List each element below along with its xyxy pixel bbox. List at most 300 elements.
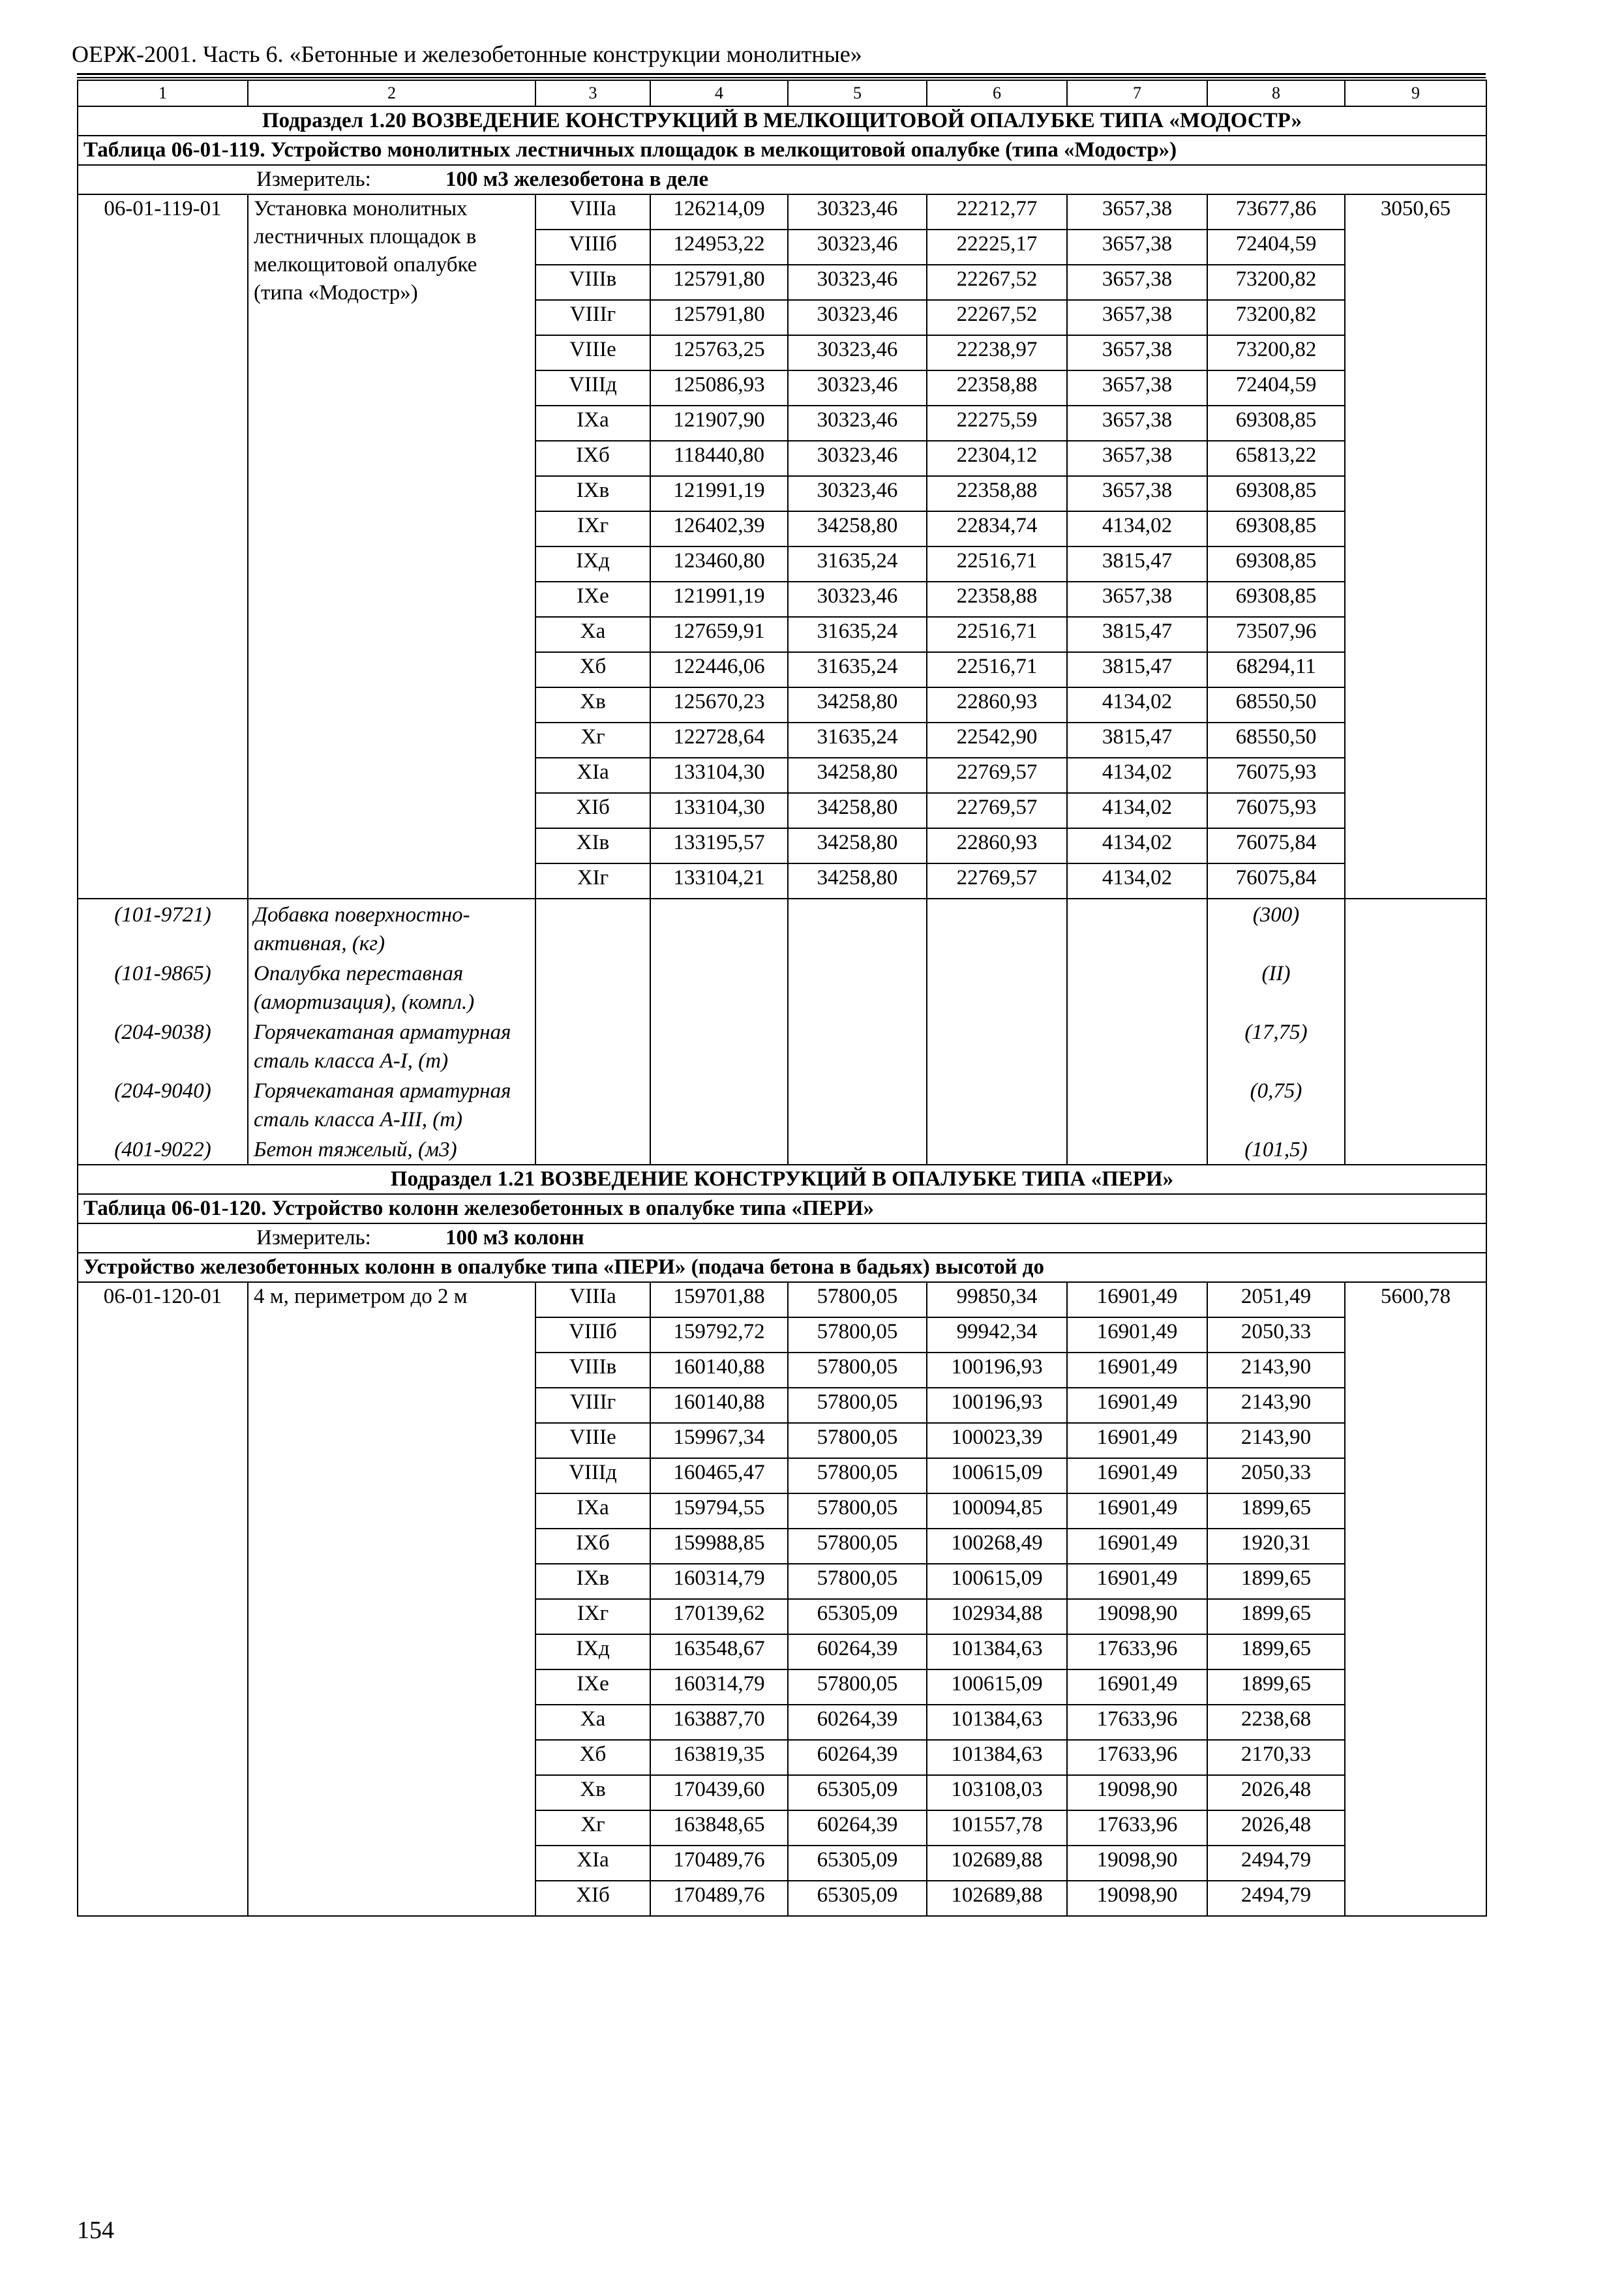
rate-cell: 16901,49 [1067, 1353, 1207, 1388]
rate-cell: 1899,65 [1207, 1564, 1345, 1599]
rate-cell: VIIIе [535, 1423, 650, 1458]
rate-cell: 57800,05 [788, 1317, 927, 1353]
empty-cell [535, 958, 650, 1017]
rate-cell: 3657,38 [1067, 230, 1207, 265]
table-title-row [78, 1194, 1486, 1223]
rate-cell: VIIIд [535, 1458, 650, 1493]
rate-cell: IXб [535, 441, 650, 476]
rate-cell: 100615,09 [927, 1669, 1067, 1705]
rate-cell: VIIIв [535, 265, 650, 300]
rate-cell: 31635,24 [788, 723, 927, 758]
rate-cell: 3657,38 [1067, 194, 1207, 230]
empty-cell [788, 1075, 927, 1134]
empty-cell [927, 1075, 1067, 1134]
rate-cell: 34258,80 [788, 863, 927, 899]
rate-cell: Xг [535, 1810, 650, 1846]
rate-cell: 30323,46 [788, 582, 927, 617]
rate-cell: 3657,38 [1067, 441, 1207, 476]
rate-cell: 4134,02 [1067, 828, 1207, 863]
rate-cell: Xа [535, 617, 650, 652]
rate-cell: 122728,64 [650, 723, 788, 758]
table-body [78, 80, 1486, 1916]
rate-cell: 31635,24 [788, 617, 927, 652]
rate-cell: 22834,74 [927, 511, 1067, 546]
rate-cell: 125670,23 [650, 687, 788, 723]
rate-cell: 22304,12 [927, 441, 1067, 476]
empty-cell [535, 899, 650, 958]
rate-cell: XIб [535, 1881, 650, 1916]
rate-cell: 3657,38 [1067, 370, 1207, 406]
col-number: 2 [248, 80, 535, 106]
col9-value: 5600,78 [1345, 1282, 1486, 1916]
rate-cell: 160314,79 [650, 1564, 788, 1599]
rate-cell: IXа [535, 406, 650, 441]
rate-cell: 2143,90 [1207, 1353, 1345, 1388]
rate-cell: 16901,49 [1067, 1317, 1207, 1353]
rate-cell: 102934,88 [927, 1599, 1067, 1634]
empty-cell [1345, 1134, 1486, 1165]
rate-cell: 22358,88 [927, 582, 1067, 617]
measure-value: 100 м3 колонн [445, 1226, 584, 1249]
rate-cell: 100615,09 [927, 1564, 1067, 1599]
rate-cell: XIа [535, 1846, 650, 1881]
rate-cell: 103108,03 [927, 1775, 1067, 1810]
rate-cell: 57800,05 [788, 1353, 927, 1388]
rate-cell: 76075,93 [1207, 758, 1345, 793]
rate-cell: 2050,33 [1207, 1317, 1345, 1353]
rate-cell: 1920,31 [1207, 1529, 1345, 1564]
rate-cell: 19098,90 [1067, 1775, 1207, 1810]
rate-cell: 19098,90 [1067, 1599, 1207, 1634]
rate-cell: 121991,19 [650, 476, 788, 511]
rate-cell: 72404,59 [1207, 230, 1345, 265]
resource-row [78, 1075, 1486, 1134]
rate-cell: 17633,96 [1067, 1705, 1207, 1740]
rate-cell: 69308,85 [1207, 476, 1345, 511]
rate-cell: 69308,85 [1207, 582, 1345, 617]
rate-cell: 22358,88 [927, 476, 1067, 511]
resource-row [78, 899, 1486, 958]
rate-cell: 160140,88 [650, 1353, 788, 1388]
section-title: Подраздел 1.20 ВОЗВЕДЕНИЕ КОНСТРУКЦИЙ В МЕЛКОЩИТОВОЙ ОПАЛУБКЕ ТИПА «МОДОСТР» [78, 106, 1486, 136]
rate-cell: 124953,22 [650, 230, 788, 265]
resource-value: (101,5) [1207, 1134, 1345, 1165]
rate-cell: 34258,80 [788, 793, 927, 828]
resource-name: Горячекатаная арматурная сталь класса А-I, (т) [248, 1017, 535, 1075]
column-number-row [78, 80, 1486, 106]
rate-cell: 100615,09 [927, 1458, 1067, 1493]
rate-cell: 22267,52 [927, 300, 1067, 335]
rate-cell: 1899,65 [1207, 1634, 1345, 1669]
empty-cell [927, 1017, 1067, 1075]
resource-name: Добавка поверхностно-активная, (кг) [248, 899, 535, 958]
measure-cell [78, 165, 1486, 194]
rate-cell: 4134,02 [1067, 863, 1207, 899]
rates-table [77, 80, 1487, 1917]
rate-cell: 4134,02 [1067, 793, 1207, 828]
rate-code: 06-01-119-01 [78, 194, 248, 899]
measure-cell [78, 1223, 1486, 1253]
rate-cell: 3815,47 [1067, 652, 1207, 687]
running-header: ОЕРЖ-2001. Часть 6. «Бетонные и железобетонные конструкции монолитные» [72, 41, 862, 67]
rate-cell: 34258,80 [788, 758, 927, 793]
rate-cell: 163887,70 [650, 1705, 788, 1740]
sub-caption: Устройство железобетонных колонн в опалубке типа «ПЕРИ» (подача бетона в бадьях) высотой до [78, 1253, 1486, 1282]
section-title: Подраздел 1.21 ВОЗВЕДЕНИЕ КОНСТРУКЦИЙ В ОПАЛУБКЕ ТИПА «ПЕРИ» [78, 1165, 1486, 1194]
rate-cell: 3815,47 [1067, 723, 1207, 758]
rate-cell: 159792,72 [650, 1317, 788, 1353]
rate-cell: 57800,05 [788, 1564, 927, 1599]
rate-cell: 30323,46 [788, 265, 927, 300]
resource-value: (300) [1207, 899, 1345, 958]
rate-cell: 34258,80 [788, 687, 927, 723]
rate-cell: 16901,49 [1067, 1388, 1207, 1423]
empty-cell [650, 958, 788, 1017]
rate-cell: 22225,17 [927, 230, 1067, 265]
rate-description: Установка монолитных лестничных площадок в мелкощитовой опалубке (типа «Модостр») [248, 194, 535, 899]
rate-cell: 160314,79 [650, 1669, 788, 1705]
rate-cell: 1899,65 [1207, 1493, 1345, 1529]
rate-cell: 34258,80 [788, 511, 927, 546]
rate-cell: 1899,65 [1207, 1669, 1345, 1705]
rate-cell: 73200,82 [1207, 265, 1345, 300]
rate-cell: 73677,86 [1207, 194, 1345, 230]
empty-cell [1345, 899, 1486, 958]
rate-cell: 100268,49 [927, 1529, 1067, 1564]
empty-cell [1067, 1134, 1207, 1165]
rate-cell: 16901,49 [1067, 1669, 1207, 1705]
rate-cell: 19098,90 [1067, 1846, 1207, 1881]
rate-cell: 22516,71 [927, 617, 1067, 652]
rate-cell: 99942,34 [927, 1317, 1067, 1353]
rate-cell: 1899,65 [1207, 1599, 1345, 1634]
rate-cell: VIIIб [535, 1317, 650, 1353]
rate-cell: XIв [535, 828, 650, 863]
rate-cell: XIб [535, 793, 650, 828]
empty-cell [1067, 899, 1207, 958]
resource-row [78, 1017, 1486, 1075]
resource-code: (101-9721) [78, 899, 248, 958]
resource-name: Опалубка переставная (амортизация), (компл.) [248, 958, 535, 1017]
rate-cell: 133104,30 [650, 758, 788, 793]
rate-cell: 30323,46 [788, 230, 927, 265]
rate-cell: 163819,35 [650, 1740, 788, 1775]
rate-cell: 30323,46 [788, 335, 927, 370]
rate-cell: 2050,33 [1207, 1458, 1345, 1493]
rate-cell: 159794,55 [650, 1493, 788, 1529]
resource-name: Бетон тяжелый, (м3) [248, 1134, 535, 1165]
rate-cell: 73507,96 [1207, 617, 1345, 652]
rate-cell: 121907,90 [650, 406, 788, 441]
col-number: 9 [1345, 80, 1486, 106]
empty-cell [535, 1017, 650, 1075]
rate-cell: 3657,38 [1067, 265, 1207, 300]
rate-cell: 17633,96 [1067, 1810, 1207, 1846]
rate-cell: 68550,50 [1207, 687, 1345, 723]
rate-cell: 170439,60 [650, 1775, 788, 1810]
rate-cell: 57800,05 [788, 1529, 927, 1564]
rate-cell: 2238,68 [1207, 1705, 1345, 1740]
resource-code: (101-9865) [78, 958, 248, 1017]
rate-row [78, 1282, 1486, 1317]
rate-cell: 30323,46 [788, 370, 927, 406]
col-number: 6 [927, 80, 1067, 106]
subcaption-row [78, 1253, 1486, 1282]
rate-cell: 22358,88 [927, 370, 1067, 406]
rate-cell: VIIIд [535, 370, 650, 406]
rate-cell: 30323,46 [788, 441, 927, 476]
rate-cell: 19098,90 [1067, 1881, 1207, 1916]
col-number: 3 [535, 80, 650, 106]
rate-cell: IXв [535, 476, 650, 511]
rate-cell: IXг [535, 1599, 650, 1634]
rate-cell: 4134,02 [1067, 758, 1207, 793]
rate-cell: 123460,80 [650, 546, 788, 582]
rate-cell: 22860,93 [927, 687, 1067, 723]
rate-cell: 16901,49 [1067, 1458, 1207, 1493]
section-title-row [78, 1165, 1486, 1194]
rate-cell: VIIIа [535, 1282, 650, 1317]
rate-cell: 22516,71 [927, 652, 1067, 687]
rate-cell: Xв [535, 1775, 650, 1810]
empty-cell [788, 1134, 927, 1165]
table-title-row [78, 136, 1486, 165]
rate-description: 4 м, периметром до 2 м [248, 1282, 535, 1916]
rate-cell: 65305,09 [788, 1775, 927, 1810]
empty-cell [1067, 958, 1207, 1017]
rate-cell: 2170,33 [1207, 1740, 1345, 1775]
rate-cell: 60264,39 [788, 1740, 927, 1775]
rate-cell: 101384,63 [927, 1634, 1067, 1669]
rate-cell: 2143,90 [1207, 1423, 1345, 1458]
rate-cell: 100196,93 [927, 1353, 1067, 1388]
rate-cell: 22769,57 [927, 758, 1067, 793]
rate-cell: 72404,59 [1207, 370, 1345, 406]
col-number: 1 [78, 80, 248, 106]
rate-cell: 102689,88 [927, 1846, 1067, 1881]
rate-cell: XIа [535, 758, 650, 793]
rate-cell: 76075,84 [1207, 828, 1345, 863]
rate-cell: Xб [535, 1740, 650, 1775]
rate-code: 06-01-120-01 [78, 1282, 248, 1916]
resource-value: (17,75) [1207, 1017, 1345, 1075]
empty-cell [788, 958, 927, 1017]
section-title-row [78, 106, 1486, 136]
rate-cell: IXа [535, 1493, 650, 1529]
rate-row [78, 194, 1486, 230]
rate-cell: 60264,39 [788, 1705, 927, 1740]
rate-cell: 3657,38 [1067, 406, 1207, 441]
rate-cell: 30323,46 [788, 194, 927, 230]
rate-cell: 30323,46 [788, 476, 927, 511]
rate-cell: 2143,90 [1207, 1388, 1345, 1423]
resource-code: (401-9022) [78, 1134, 248, 1165]
rate-cell: 100023,39 [927, 1423, 1067, 1458]
empty-cell [535, 1134, 650, 1165]
rate-cell: Xг [535, 723, 650, 758]
rate-cell: VIIIе [535, 335, 650, 370]
rate-cell: Xв [535, 687, 650, 723]
table-title: Таблица 06-01-119. Устройство монолитных лестничных площадок в мелкощитовой опалубке (типа «Модостр») [78, 136, 1486, 165]
rate-cell: 57800,05 [788, 1423, 927, 1458]
rate-cell: 3657,38 [1067, 300, 1207, 335]
rate-cell: 133104,21 [650, 863, 788, 899]
rate-cell: XIг [535, 863, 650, 899]
rate-cell: 68294,11 [1207, 652, 1345, 687]
rate-cell: 22769,57 [927, 863, 1067, 899]
rate-cell: Xб [535, 652, 650, 687]
rate-cell: 3657,38 [1067, 335, 1207, 370]
rate-cell: VIIIг [535, 1388, 650, 1423]
empty-cell [1345, 958, 1486, 1017]
rate-cell: 65305,09 [788, 1599, 927, 1634]
rate-cell: 60264,39 [788, 1634, 927, 1669]
rate-cell: IXе [535, 582, 650, 617]
rate-cell: VIIIб [535, 230, 650, 265]
rate-cell: 99850,34 [927, 1282, 1067, 1317]
rate-cell: 4134,02 [1067, 511, 1207, 546]
rate-cell: 31635,24 [788, 546, 927, 582]
resource-row [78, 1134, 1486, 1165]
rate-cell: 101384,63 [927, 1740, 1067, 1775]
rate-cell: 16901,49 [1067, 1493, 1207, 1529]
rate-cell: 22238,97 [927, 335, 1067, 370]
rate-cell: 69308,85 [1207, 511, 1345, 546]
rate-cell: 22212,77 [927, 194, 1067, 230]
rate-cell: 122446,06 [650, 652, 788, 687]
rate-cell: 34258,80 [788, 828, 927, 863]
rate-cell: 160140,88 [650, 1388, 788, 1423]
col-number: 5 [788, 80, 927, 106]
rate-cell: 2494,79 [1207, 1881, 1345, 1916]
col9-value: 3050,65 [1345, 194, 1486, 899]
rate-cell: 101557,78 [927, 1810, 1067, 1846]
rate-cell: 22267,52 [927, 265, 1067, 300]
rate-cell: VIIIв [535, 1353, 650, 1388]
rate-cell: 57800,05 [788, 1458, 927, 1493]
rate-cell: 101384,63 [927, 1705, 1067, 1740]
rate-cell: 127659,91 [650, 617, 788, 652]
rate-cell: 100196,93 [927, 1388, 1067, 1423]
rate-cell: 17633,96 [1067, 1634, 1207, 1669]
measure-row [78, 165, 1486, 194]
rate-cell: 133195,57 [650, 828, 788, 863]
col-number: 4 [650, 80, 788, 106]
rate-cell: 16901,49 [1067, 1423, 1207, 1458]
resource-code: (204-9040) [78, 1075, 248, 1134]
rate-cell: 60264,39 [788, 1810, 927, 1846]
rate-cell: 31635,24 [788, 652, 927, 687]
rate-cell: 2026,48 [1207, 1810, 1345, 1846]
rate-cell: 73200,82 [1207, 300, 1345, 335]
rate-cell: VIIIа [535, 194, 650, 230]
col-number: 7 [1067, 80, 1207, 106]
rate-cell: 159701,88 [650, 1282, 788, 1317]
empty-cell [788, 1017, 927, 1075]
rate-cell: 125791,80 [650, 265, 788, 300]
rate-cell: 76075,93 [1207, 793, 1345, 828]
rate-cell: 159988,85 [650, 1529, 788, 1564]
rate-cell: 16901,49 [1067, 1529, 1207, 1564]
resource-code: (204-9038) [78, 1017, 248, 1075]
rate-cell: 2494,79 [1207, 1846, 1345, 1881]
rate-cell: IXб [535, 1529, 650, 1564]
rate-cell: 170489,76 [650, 1846, 788, 1881]
rate-cell: 3657,38 [1067, 582, 1207, 617]
rate-cell: 22542,90 [927, 723, 1067, 758]
rate-cell: 100094,85 [927, 1493, 1067, 1529]
empty-cell [927, 899, 1067, 958]
rate-cell: 22769,57 [927, 793, 1067, 828]
rate-cell: 68550,50 [1207, 723, 1345, 758]
rate-cell: 22516,71 [927, 546, 1067, 582]
rate-cell: 57800,05 [788, 1388, 927, 1423]
rate-cell: 17633,96 [1067, 1740, 1207, 1775]
rate-cell: 126214,09 [650, 194, 788, 230]
rate-cell: 121991,19 [650, 582, 788, 617]
rate-cell: 4134,02 [1067, 687, 1207, 723]
rate-cell: 125763,25 [650, 335, 788, 370]
empty-cell [1345, 1075, 1486, 1134]
rate-cell: 16901,49 [1067, 1564, 1207, 1599]
rate-cell: 69308,85 [1207, 546, 1345, 582]
empty-cell [650, 1134, 788, 1165]
rate-cell: 125791,80 [650, 300, 788, 335]
resource-name: Горячекатаная арматурная сталь класса А-III, (т) [248, 1075, 535, 1134]
empty-cell [535, 1075, 650, 1134]
measure-label: Измеритель: [256, 1226, 371, 1249]
resource-value: (II) [1207, 958, 1345, 1017]
rate-cell: 126402,39 [650, 511, 788, 546]
measure-row [78, 1223, 1486, 1253]
empty-cell [1067, 1075, 1207, 1134]
empty-cell [1067, 1017, 1207, 1075]
empty-cell [650, 1075, 788, 1134]
empty-cell [927, 958, 1067, 1017]
rate-cell: 76075,84 [1207, 863, 1345, 899]
rate-cell: IXе [535, 1669, 650, 1705]
rate-cell: IXд [535, 1634, 650, 1669]
rate-cell: 22860,93 [927, 828, 1067, 863]
rate-cell: 57800,05 [788, 1282, 927, 1317]
rate-cell: 160465,47 [650, 1458, 788, 1493]
rate-cell: 30323,46 [788, 406, 927, 441]
rate-cell: 2026,48 [1207, 1775, 1345, 1810]
rate-cell: IXд [535, 546, 650, 582]
empty-cell [650, 1017, 788, 1075]
empty-cell [1345, 1017, 1486, 1075]
rate-cell: 69308,85 [1207, 406, 1345, 441]
rate-cell: 133104,30 [650, 793, 788, 828]
rate-cell: 57800,05 [788, 1669, 927, 1705]
table-title: Таблица 06-01-120. Устройство колонн железобетонных в опалубке типа «ПЕРИ» [78, 1194, 1486, 1223]
empty-cell [927, 1134, 1067, 1165]
resource-row [78, 958, 1486, 1017]
header-rule [77, 73, 1486, 75]
rate-cell: 30323,46 [788, 300, 927, 335]
rate-cell: 65813,22 [1207, 441, 1345, 476]
rate-cell: 3815,47 [1067, 546, 1207, 582]
header-rule-thin [77, 77, 1486, 78]
rate-cell: 73200,82 [1207, 335, 1345, 370]
page-number: 154 [77, 2217, 114, 2244]
rate-cell: IXв [535, 1564, 650, 1599]
rate-cell: VIIIг [535, 300, 650, 335]
empty-cell [788, 899, 927, 958]
empty-cell [650, 899, 788, 958]
measure-label: Измеритель: [256, 168, 371, 191]
rate-cell: 22275,59 [927, 406, 1067, 441]
